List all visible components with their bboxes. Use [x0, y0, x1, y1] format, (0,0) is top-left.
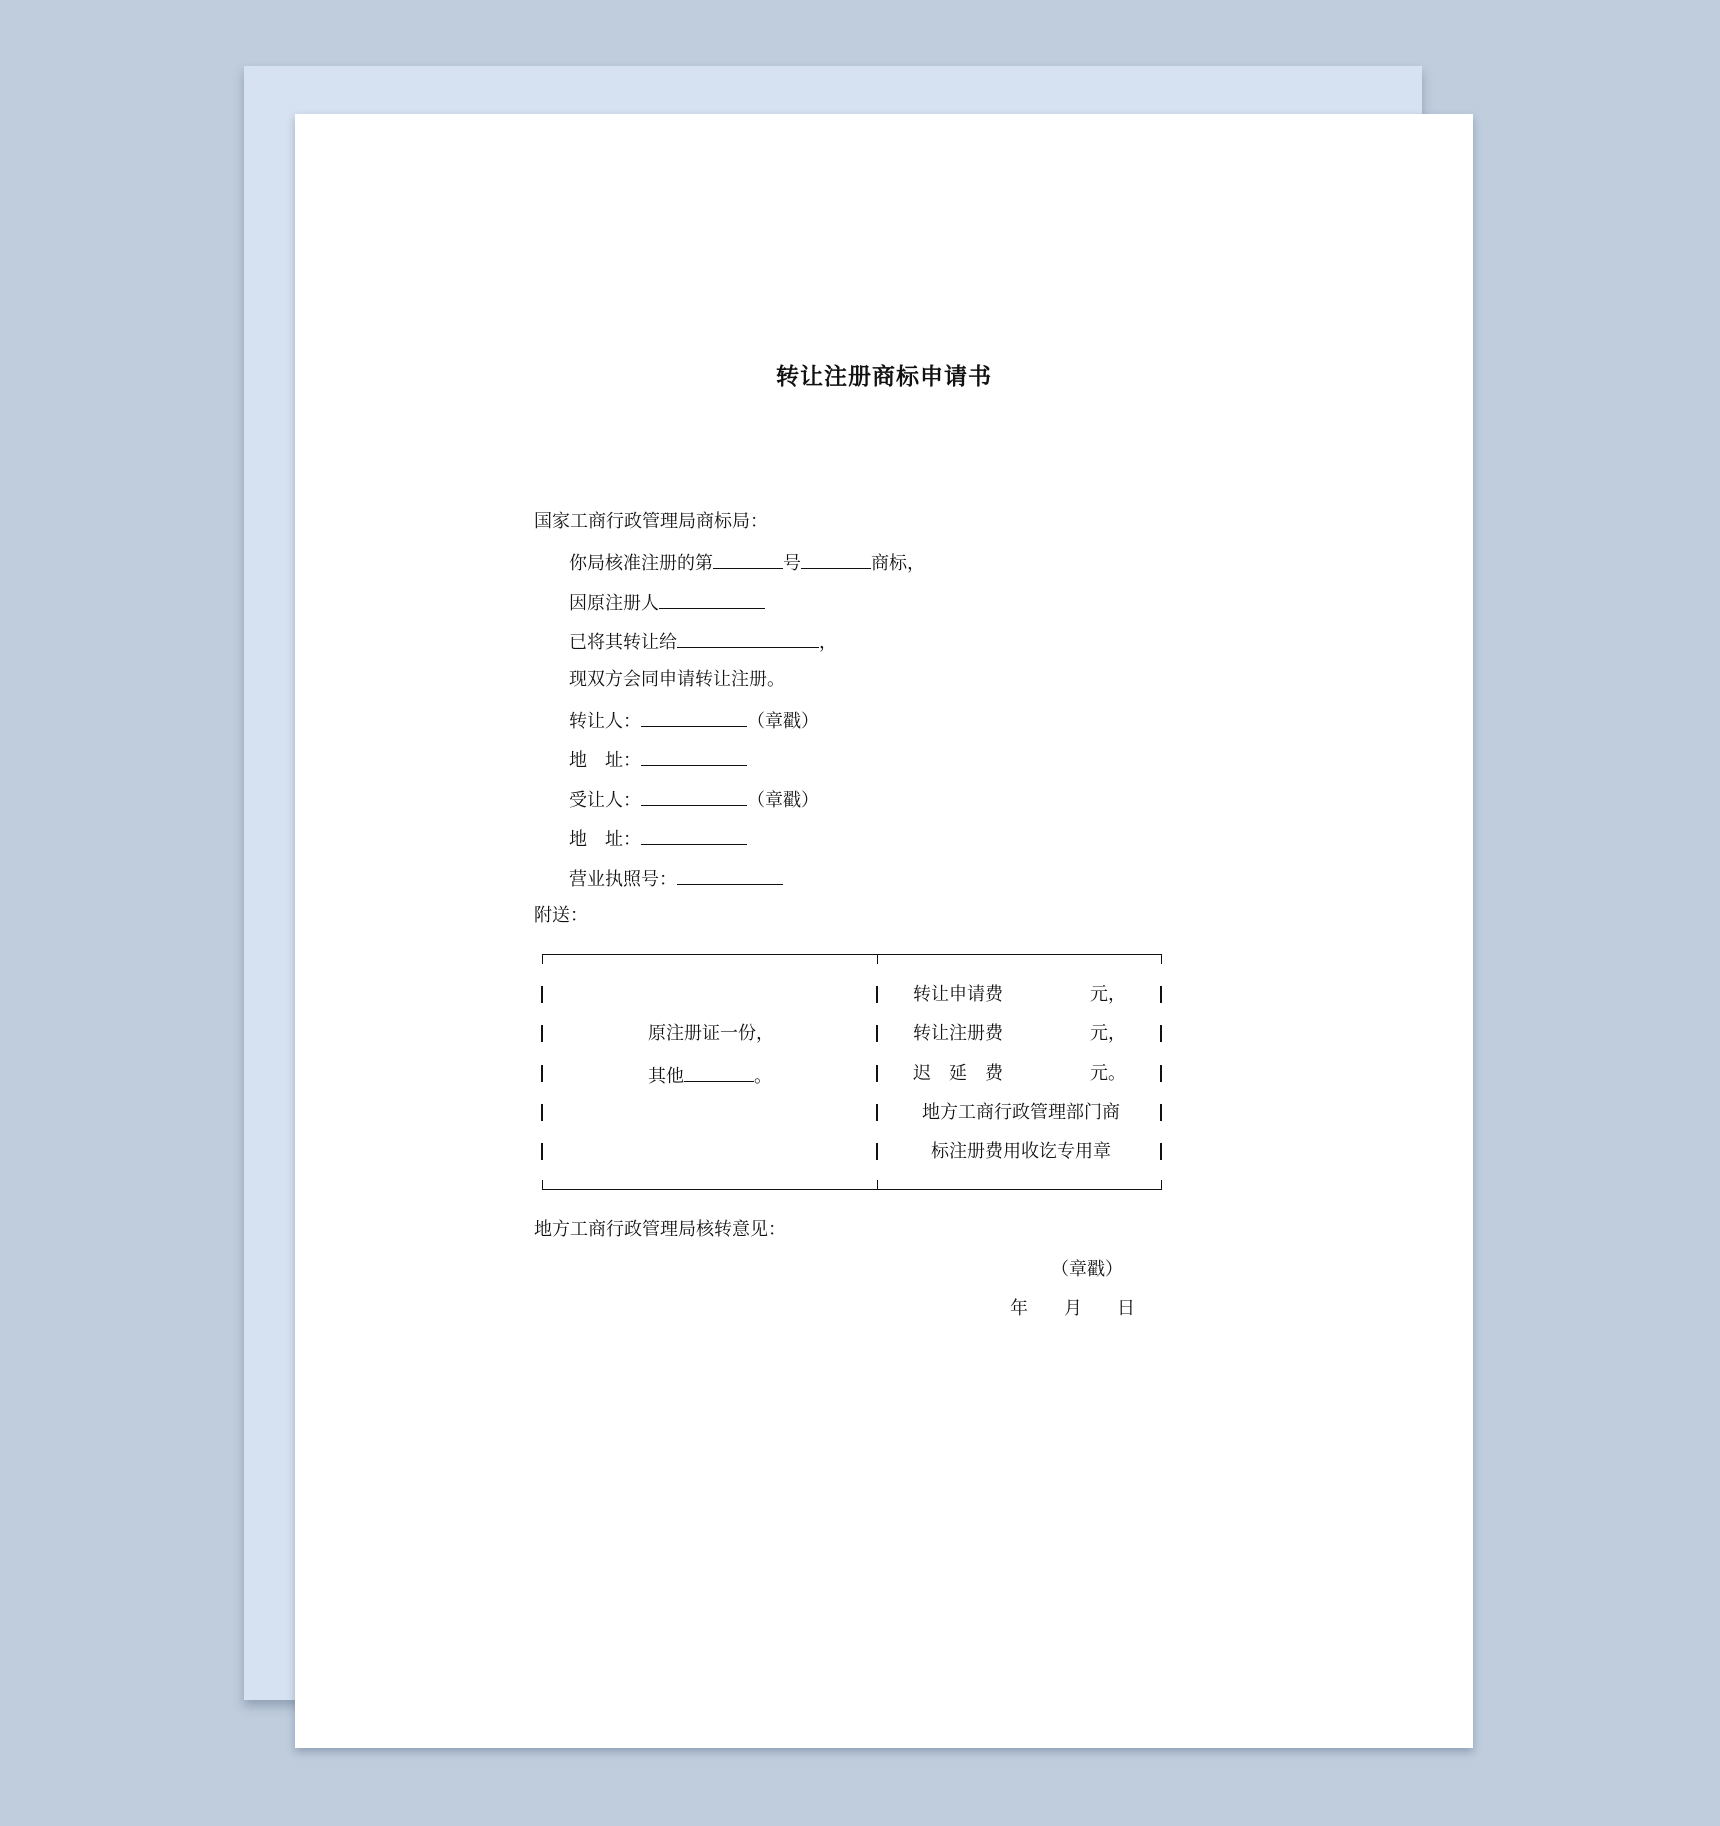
table-top-border — [542, 954, 1162, 955]
registration-number-blank — [713, 550, 783, 569]
table-bottom-left-tick — [542, 1180, 543, 1190]
transferor-address-blank — [641, 747, 747, 766]
table-mid-bar — [876, 1025, 878, 1042]
registration-line — [569, 550, 925, 575]
table-right-bar — [1160, 1143, 1162, 1160]
transferee-seal: （章戳） — [747, 790, 819, 811]
table-left-bar — [541, 986, 543, 1003]
table-right-bar — [1160, 1065, 1162, 1082]
table-mid-bar — [876, 1143, 878, 1160]
local-opinion-label: 地方工商行政管理局核转意见： — [534, 1219, 786, 1240]
fee-name: 转让申请费 — [913, 984, 1003, 1005]
registration-mid: 号 — [783, 553, 801, 574]
transferee-address-line — [569, 826, 747, 851]
table-bottom-right-tick — [1161, 1180, 1162, 1190]
original-registrant-label: 因原注册人 — [569, 593, 659, 614]
trademark-name-blank — [801, 550, 871, 569]
transferee-address-blank — [641, 826, 747, 845]
attachments-label: 附送： — [534, 905, 588, 926]
original-registrant-line — [569, 590, 765, 615]
transferee-label: 受让人： — [569, 790, 641, 811]
table-bottom-mid-tick — [877, 1180, 878, 1190]
table-mid-bar — [876, 1104, 878, 1121]
license-line — [569, 866, 783, 891]
transfer-to-line — [569, 629, 837, 654]
original-registrant-blank — [659, 590, 765, 609]
fee-unit: 元， — [1090, 984, 1126, 1005]
transferee-blank — [641, 787, 747, 806]
table-right-bar — [1160, 986, 1162, 1003]
license-blank — [677, 866, 783, 885]
table-top-right-tick — [1161, 954, 1162, 964]
document-page — [295, 114, 1473, 1748]
table-mid-bar — [876, 1065, 878, 1082]
license-label: 营业执照号： — [569, 869, 677, 890]
other-attachments — [648, 1063, 772, 1088]
table-mid-bar — [876, 986, 878, 1003]
transferor-blank — [641, 708, 747, 727]
transferor-label: 转让人： — [569, 711, 641, 732]
opinion-seal: （章戳） — [1051, 1259, 1123, 1280]
registration-prefix: 你局核准注册的第 — [569, 553, 713, 574]
fee-name: 迟 延 费 — [913, 1063, 1003, 1084]
stamp-text-line2: 标注册费用收讫专用章 — [931, 1141, 1111, 1162]
transferor-seal: （章戳） — [747, 711, 819, 732]
transferor-line — [569, 708, 819, 733]
table-top-mid-tick — [877, 954, 878, 964]
original-certificate: 原注册证一份， — [648, 1023, 774, 1044]
transfer-to-suffix: ， — [819, 632, 837, 653]
transferee-line — [569, 787, 819, 812]
page-title: 转让注册商标申请书 — [776, 363, 992, 390]
registration-suffix: 商标， — [871, 553, 925, 574]
transferor-address-line — [569, 747, 747, 772]
date-month: 月 — [1064, 1298, 1082, 1319]
table-bottom-border — [542, 1189, 1162, 1190]
table-top-left-tick — [542, 954, 543, 964]
transfer-to-blank — [677, 629, 819, 648]
table-right-bar — [1160, 1104, 1162, 1121]
other-label: 其他 — [648, 1066, 684, 1087]
table-left-bar — [541, 1065, 543, 1082]
table-left-bar — [541, 1104, 543, 1121]
table-left-bar — [541, 1025, 543, 1042]
fee-unit: 元， — [1090, 1023, 1126, 1044]
joint-application-line: 现双方会同申请转让注册。 — [569, 669, 785, 690]
fee-name: 转让注册费 — [913, 1023, 1003, 1044]
other-suffix: 。 — [754, 1066, 772, 1087]
date-year: 年 — [1010, 1298, 1028, 1319]
transferor-address-label: 地 址： — [569, 750, 641, 771]
table-right-bar — [1160, 1025, 1162, 1042]
stamp-text-line1: 地方工商行政管理部门商 — [922, 1102, 1120, 1123]
addressee: 国家工商行政管理局商标局： — [534, 511, 768, 532]
date-day: 日 — [1117, 1298, 1135, 1319]
transferee-address-label: 地 址： — [569, 829, 641, 850]
transfer-to-label: 已将其转让给 — [569, 632, 677, 653]
fee-unit: 元。 — [1090, 1063, 1126, 1084]
other-blank — [684, 1063, 754, 1082]
table-left-bar — [541, 1143, 543, 1160]
